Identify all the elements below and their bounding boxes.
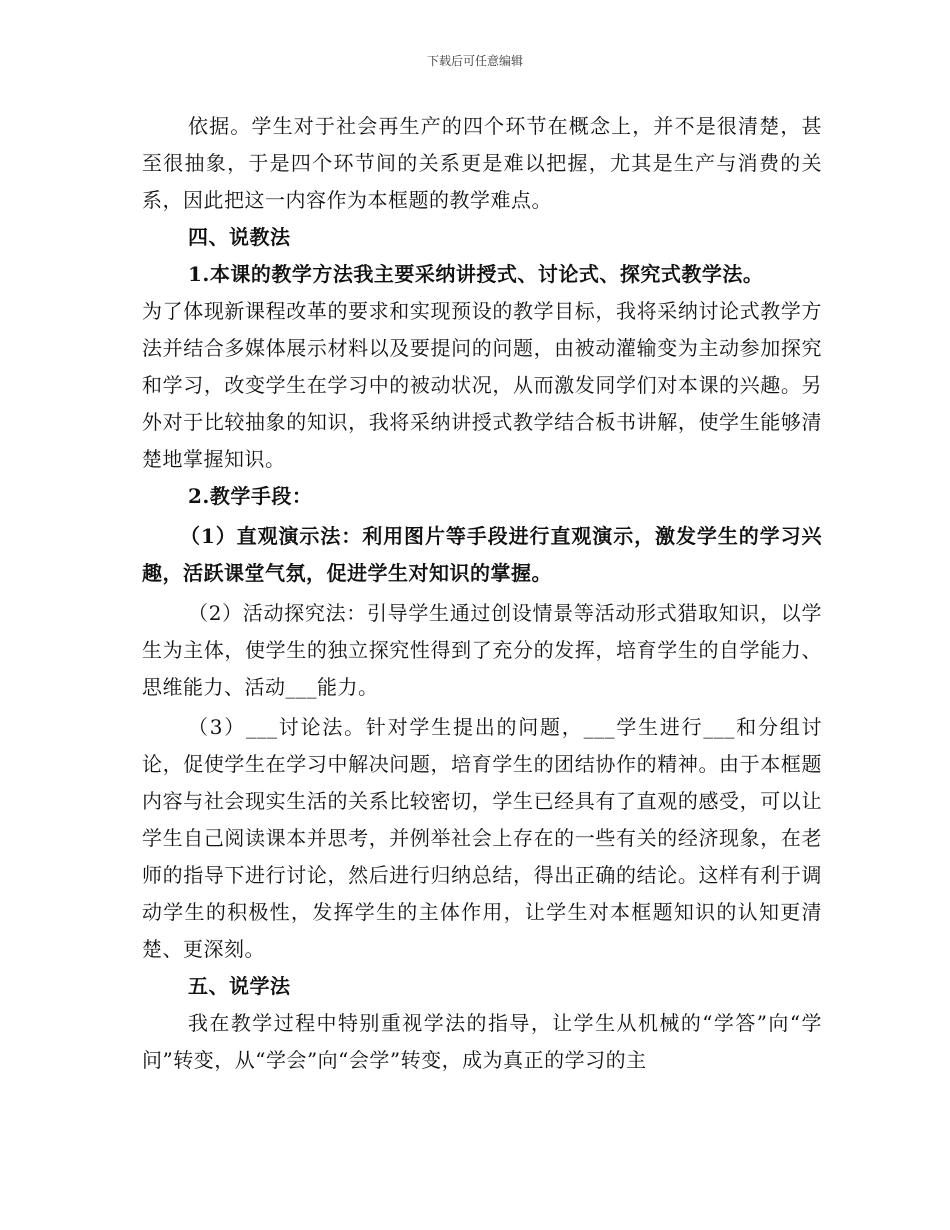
paragraph-difficulty-basis: 依据。学生对于社会再生产的四个环节在概念上，并不是很清楚，甚至很抽象，于是四个环节间的关系更是难以把握，尤其是生产与消费的关系，因此把这一内容作为本框题的教学难点。 bbox=[142, 114, 822, 212]
document-body bbox=[142, 108, 822, 1079]
section-heading-teaching-method: 四、说教法 bbox=[188, 225, 291, 249]
paragraph-demonstration-method: （1）直观演示法：利用图片等手段进行直观演示，激发学生的学习兴趣，活跃课堂气氛，促进学生对知识的掌握。 bbox=[142, 524, 822, 585]
page-header: 下载后可任意编辑 bbox=[426, 54, 523, 68]
paragraph-learning-method: 我在教学过程中特别重视学法的指导，让学生从机械的“学答”向“学问”转变，从“学会”向“会学”转变，成为真正的学习的主 bbox=[142, 1011, 822, 1072]
section-heading-learning-method: 五、说学法 bbox=[188, 974, 291, 998]
subheading-teaching-means: 2.教学手段： bbox=[188, 484, 313, 508]
subheading-teaching-methods: 1.本课的教学方法我主要采纳讲授式、讨论式、探究式教学法。 bbox=[188, 262, 764, 286]
paragraph-discussion-method: （3）___讨论法。针对学生提出的问题，___学生进行___和分组讨论，促使学生在学习中解决问题，培育学生的团结协作的精神。由于本框题内容与社会现实生活的关系比较密切，学生已经具有了直观的感受，可以让学生自己阅读课本并思考，并例举社会上存在的一些有关的经济现象，在老师的指导下进行讨论，然后进行归纳总结，得出正确的结论。这样有利于调动学生的积极性，发挥学生的主体作用，让学生对本框题知识的认知更清楚、更深刻。 bbox=[142, 715, 822, 961]
paragraph-teaching-methods: 为了体现新课程改革的要求和实现预设的教学目标，我将采纳讨论式教学方法并结合多媒体展示材料以及要提问的问题，由被动灌输变为主动参加探究和学习，改变学生在学习中的被动状况，从而激发同学们对本课的兴趣。另外对于比较抽象的知识，我将采纳讲授式教学结合板书讲解，使学生能够清楚地掌握知识。 bbox=[142, 299, 822, 471]
paragraph-activity-inquiry: （2）活动探究法：引导学生通过创设情景等活动形式猎取知识，以学生为主体，使学生的独立探究性得到了充分的发挥，培育学生的自学能力、思维能力、活动___能力。 bbox=[142, 601, 822, 699]
